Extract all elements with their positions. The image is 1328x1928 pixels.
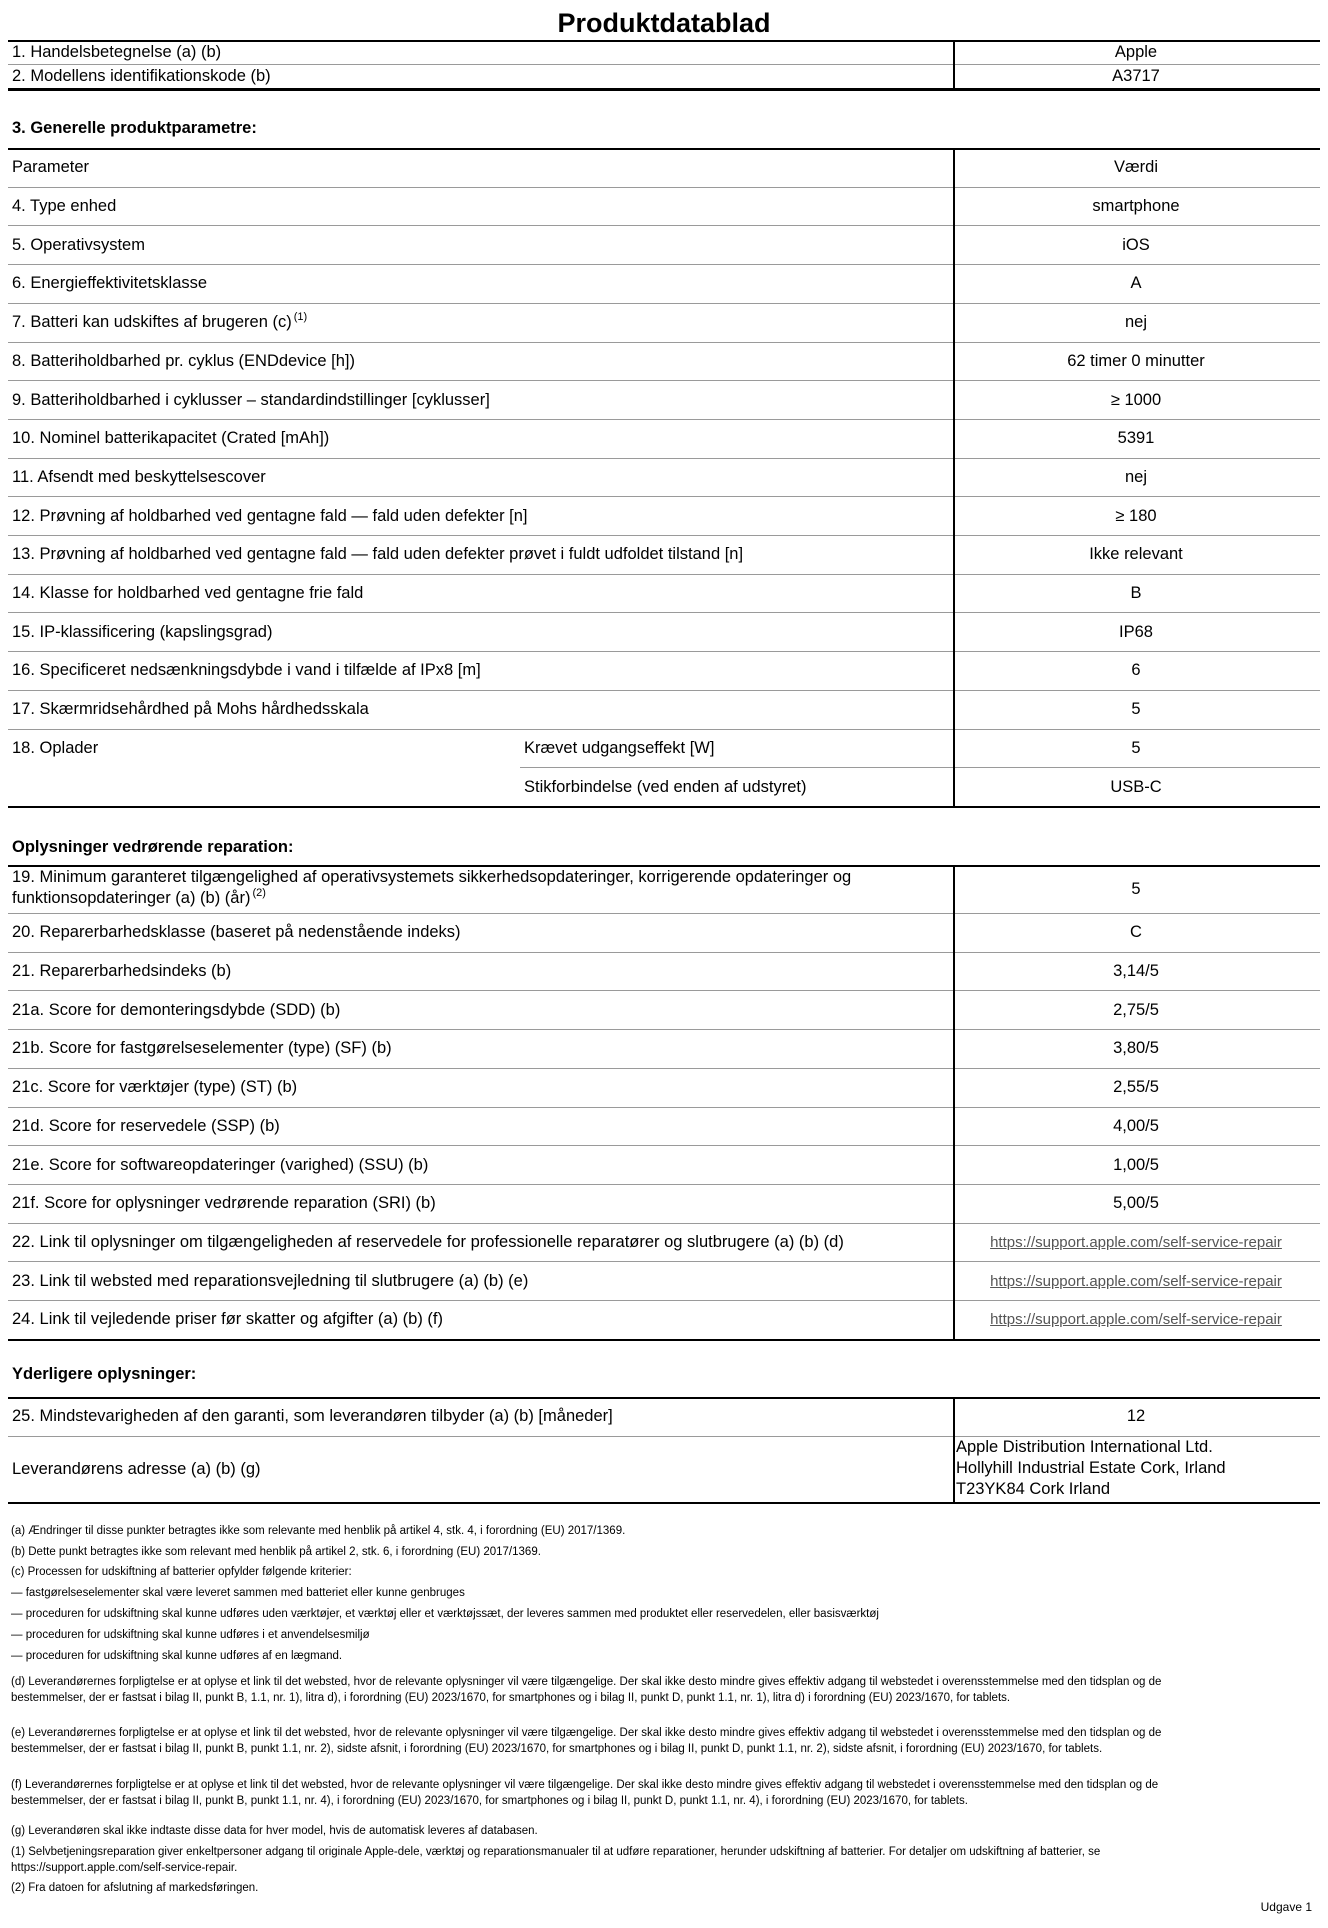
row-divider <box>8 1068 1320 1069</box>
param-value-text: ≥ 180 <box>1115 506 1157 525</box>
param-value <box>956 543 1316 565</box>
warranty-value-text: 12 <box>1126 1407 1146 1426</box>
row-divider <box>8 806 1320 808</box>
row-divider <box>8 1184 1320 1185</box>
param-value-text: iOS <box>1122 235 1150 254</box>
param-label-text: 4. Type enhed <box>12 197 117 216</box>
param-value <box>956 999 1316 1021</box>
param-label <box>12 921 461 943</box>
row-divider <box>8 913 1320 914</box>
param-label-text: 6. Energieffektivitetsklasse <box>12 274 208 293</box>
supplier-label <box>12 1458 261 1480</box>
param-value-text: ≥ 1000 <box>1110 390 1162 409</box>
warranty-label <box>12 1405 613 1427</box>
param-label <box>12 621 272 643</box>
footnote-line: (a) Ændringer til disse punkter betragtes ikke som relevante med henblik på artikel 4, stk. 4, i forordning (EU) 2017/1369. <box>11 1525 626 1537</box>
param-label <box>12 389 490 411</box>
param-value-text: 3,14/5 <box>1113 962 1159 981</box>
charger-sub-value-text: USB-C <box>1110 777 1162 796</box>
param-label-text: 21f. Score for oplysninger vedrørende reparation (SRI) (b) <box>12 1194 436 1213</box>
row-divider <box>8 187 1320 188</box>
param-label-text: 21. Reparerbarhedsindeks (b) <box>12 962 232 981</box>
row-divider <box>8 419 1320 420</box>
param-value-text: A <box>1130 274 1142 293</box>
supplier-address <box>956 1437 1226 1500</box>
param-label <box>12 1192 436 1214</box>
footnote-line: (b) Dette punkt betragtes ikke som relevant med henblik på artikel 2, stk. 6, i forordning (EU) 2017/1369. <box>11 1546 541 1558</box>
footnote-ref: (1) <box>293 311 308 324</box>
charger-sub-label: Stikforbindelse (ved enden af udstyret) <box>524 777 807 796</box>
column-header-parameter-text: Parameter <box>12 158 90 177</box>
param-value <box>956 505 1316 527</box>
param-label-text: 7. Batteri kan udskiftes af brugeren (c) <box>12 313 292 332</box>
param-value-text: Ikke relevant <box>1089 545 1183 564</box>
footnote-line: — fastgørelseselementer skal være leveret sammen med batteriet eller kunne genbruges <box>11 1587 465 1599</box>
footnote-line: bestemmelser, der er fastsat i bilag II, punkt B, 1.1, nr. 1), litra d), i forordning (EU) 2023/1670, for smartphones og i bilag II, punkt D, punkt 1.1, nr. 1), litra d) i forordning (EU) 2023/1670, for tablets. <box>11 1692 1011 1704</box>
row-divider <box>8 1502 1320 1504</box>
param-label-text: 21e. Score for softwareopdateringer (varighed) (SSU) (b) <box>12 1155 429 1174</box>
param-label <box>12 659 481 681</box>
param-label-text: 11. Afsendt med beskyttelsescover <box>12 467 266 486</box>
param-value-text: smartphone <box>1092 197 1180 216</box>
param-value-text: nej <box>1124 467 1148 486</box>
param-value <box>956 960 1316 982</box>
param-label <box>12 960 231 982</box>
param-label-text: 15. IP-klassificering (kapslingsgrad) <box>12 622 273 641</box>
param-label <box>12 311 307 335</box>
support-link[interactable]: https://support.apple.com/self-service-repair <box>990 1272 1282 1290</box>
link-row-label-text: 23. Link til websted med reparationsvejledning til slutbrugere (a) (b) (e) <box>12 1271 529 1290</box>
row-divider <box>8 574 1320 575</box>
support-link[interactable]: https://support.apple.com/self-service-repair <box>990 1311 1282 1329</box>
param-value-text: A3717 <box>1112 67 1160 85</box>
supplier-label-text: Leverandørens adresse (a) (b) (g) <box>12 1459 261 1478</box>
param-value <box>956 234 1316 256</box>
param-label <box>12 1115 280 1137</box>
param-value <box>956 195 1316 217</box>
section-heading-repair: Oplysninger vedrørende reparation: <box>12 838 294 856</box>
param-label-text: 17. Skærmridsehårdhed på Mohs hårdhedsskala <box>12 700 369 719</box>
param-value <box>956 1115 1316 1137</box>
param-value-text: 62 timer 0 minutter <box>1067 351 1205 370</box>
row-divider <box>8 1029 1320 1030</box>
row-divider <box>8 1397 1320 1399</box>
footnote-ref: (2) <box>252 887 266 899</box>
param-label-text: 1. Handelsbetegnelse (a) (b) <box>12 43 222 61</box>
param-label <box>12 234 145 256</box>
param-label <box>12 698 369 720</box>
row-divider <box>8 225 1320 226</box>
param-value <box>956 621 1316 643</box>
footnote-line: — proceduren for udskiftning skal kunne udføres i et anvendelsesmiljø <box>11 1629 370 1641</box>
param-value-text: Apple <box>1114 43 1158 61</box>
param-label <box>12 582 363 604</box>
footnote-line: (g) Leverandøren skal ikke indtaste disse data for hver model, hvis de automatisk leveres af databasen. <box>11 1825 538 1837</box>
param-value-text: 5,00/5 <box>1113 1194 1159 1213</box>
param-value-text: 1,00/5 <box>1113 1155 1159 1174</box>
row-divider <box>520 767 1320 768</box>
repair-row-19-line1: 19. Minimum garanteret tilgængelighed af operativsystemets sikkerhedsopdateringer, korrigerende opdateringer og <box>12 868 852 886</box>
footnote-line: (1) Selvbetjeningsreparation giver enkeltpersoner adgang til originale Apple-dele, værktøj og reparationsmanualer til at udføre reparationer, herunder udskiftning af batterier. For detaljer om udskiftning af batterier, se <box>11 1846 1101 1858</box>
param-label <box>12 999 340 1021</box>
param-label-text: 5. Operativsystem <box>12 235 145 254</box>
param-value-text: 5 <box>1131 700 1141 719</box>
param-label-text: 10. Nominel batterikapacitet (Crated [mAh]) <box>12 429 330 448</box>
row-divider <box>8 535 1320 536</box>
param-value-text: 5391 <box>1117 429 1155 448</box>
param-value-text: 2,75/5 <box>1113 1000 1159 1019</box>
row-divider <box>8 1300 1320 1301</box>
param-value-text: C <box>1130 923 1142 942</box>
column-header-value-text: Værdi <box>1113 158 1158 177</box>
support-link[interactable]: https://support.apple.com/self-service-repair <box>990 1233 1282 1251</box>
footnote-line: — proceduren for udskiftning skal kunne udføres af en lægmand. <box>11 1650 343 1662</box>
link-row-label <box>12 1270 528 1292</box>
column-divider <box>953 865 955 1339</box>
link-row-label-text: 22. Link til oplysninger om tilgængeligheden af reservedele for professionelle reparatører og slutbrugere (a) (b) (d) <box>12 1232 844 1251</box>
param-value <box>956 698 1316 720</box>
param-value <box>956 41 1316 63</box>
row-divider <box>8 148 1320 150</box>
edition-label: Udgave 1 <box>1260 1900 1312 1914</box>
row-divider <box>8 612 1320 613</box>
supplier-address-line: T23YK84 Cork Irland <box>956 1479 1111 1498</box>
charger-label <box>12 737 98 759</box>
footnote-line: (2) Fra datoen for afslutning af markedsføringen. <box>11 1882 259 1894</box>
warranty-label-text: 25. Mindstevarigheden af den garanti, som leverandøren tilbyder (a) (b) [måneder] <box>12 1407 613 1426</box>
param-label <box>12 272 207 294</box>
column-divider <box>953 148 955 806</box>
link-row-value <box>956 1308 1316 1331</box>
row-divider <box>8 690 1320 691</box>
param-value <box>956 427 1316 449</box>
param-value-text: 6 <box>1131 661 1141 680</box>
link-row-value <box>956 1231 1316 1254</box>
supplier-address-line: Hollyhill Industrial Estate Cork, Irland <box>956 1458 1226 1477</box>
param-label-text: 12. Prøvning af holdbarhed ved gentagne fald — fald uden defekter [n] <box>12 506 528 525</box>
param-label-text: 20. Reparerbarhedsklasse (baseret på nedenstående indeks) <box>12 923 461 942</box>
footnote-line: (d) Leverandørernes forpligtelse er at oplyse et link til det websted, hvor de relevante oplysninger vil være tilgængelige. Der skal ikke desto mindre gives effektiv adgang til webstedet i overensstemmelse med den tidsplan og de <box>11 1676 1162 1688</box>
param-value <box>956 582 1316 604</box>
param-label-text: 21a. Score for demonteringsdybde (SDD) (b) <box>12 1000 341 1019</box>
param-value-text: 5 <box>1131 880 1141 898</box>
row-divider <box>8 380 1320 381</box>
row-divider <box>8 264 1320 265</box>
param-label-text: 2. Modellens identifikationskode (b) <box>12 67 271 85</box>
footnote-line: (f) Leverandørernes forpligtelse er at oplyse et link til det websted, hvor de relevante oplysninger vil være tilgængelige. Der skal ikke desto mindre gives effektiv adgang til webstedet i overensstemmelse med den tidsplan og de <box>11 1779 1159 1791</box>
param-label <box>12 350 355 372</box>
column-divider <box>953 1397 955 1502</box>
param-value-text: 2,55/5 <box>1113 1078 1159 1097</box>
param-label <box>12 1037 392 1059</box>
row-divider <box>8 1339 1320 1341</box>
link-row-label-text: 24. Link til vejledende priser før skatter og afgifter (a) (b) (f) <box>12 1310 443 1329</box>
section-heading-general: 3. Generelle produktparametre: <box>12 119 257 137</box>
param-value <box>956 1192 1316 1214</box>
row-divider <box>8 729 1320 730</box>
charger-sub-label: Krævet udgangseffekt [W] <box>524 738 715 757</box>
param-value-text: nej <box>1124 313 1148 332</box>
row-divider <box>8 1145 1320 1146</box>
param-label-text: 21b. Score for fastgørelseselementer (type) (SF) (b) <box>12 1039 392 1058</box>
charger-label-text: 18. Oplader <box>12 738 99 757</box>
param-label <box>12 466 266 488</box>
repair-row-19-line2 <box>12 888 851 911</box>
param-value <box>956 921 1316 943</box>
footnote-line: bestemmelser, der er fastsat i bilag II, punkt B, punkt 1.1, nr. 2), sidste afsnit, i forordning (EU) 2023/1670, for smartphones og i bilag II, punkt D, punkt 1.1, nr. 2), sidste afsnit, i forordning (EU) 2023/1670, for tablets. <box>11 1743 1103 1755</box>
param-value <box>956 466 1316 488</box>
row-divider <box>8 458 1320 459</box>
link-row-value <box>956 1270 1316 1293</box>
param-label-text: 13. Prøvning af holdbarhed ved gentagne fald — fald uden defekter prøvet i fuldt udfoldet tilstand [n] <box>12 545 744 564</box>
charger-sub-value-text: 5 <box>1131 738 1141 757</box>
column-header-parameter <box>12 156 89 178</box>
section-heading-more: Yderligere oplysninger: <box>12 1365 197 1383</box>
link-row-label <box>12 1308 443 1330</box>
param-value <box>956 1154 1316 1176</box>
param-value-text: 3,80/5 <box>1113 1039 1159 1058</box>
param-value-text: B <box>1130 584 1142 603</box>
row-divider <box>8 1107 1320 1108</box>
link-row-label <box>12 1231 844 1253</box>
column-header-value <box>956 156 1316 178</box>
param-label-text: 16. Specificeret nedsænkningsdybde i vand i tilfælde af IPx8 [m] <box>12 661 481 680</box>
param-label-text: 14. Klasse for holdbarhed ved gentagne frie fald <box>12 584 364 603</box>
row-divider <box>8 303 1320 304</box>
row-divider <box>8 1261 1320 1262</box>
param-label <box>12 65 271 87</box>
supplier-address-line: Apple Distribution International Ltd. <box>956 1437 1213 1456</box>
row-divider <box>8 496 1320 497</box>
param-value <box>956 1037 1316 1059</box>
param-value-text: 4,00/5 <box>1113 1116 1159 1135</box>
param-value <box>956 350 1316 372</box>
param-label-text: 8. Batteriholdbarhed pr. cyklus (ENDdevice [h]) <box>12 351 355 370</box>
param-label <box>12 1076 297 1098</box>
footnote-line: — proceduren for udskiftning skal kunne udføres uden værktøjer, et værktøj eller et værktøjssæt, der leveres sammen med produktet eller reservedelen, eller basisværktøj <box>11 1608 879 1620</box>
column-divider <box>953 40 955 89</box>
row-divider <box>8 1223 1320 1224</box>
param-label <box>12 195 116 217</box>
footnote-line: (e) Leverandørernes forpligtelse er at oplyse et link til det websted, hvor de relevante oplysninger vil være tilgængelige. Der skal ikke desto mindre gives effektiv adgang til webstedet i overensstemmelse med den tidsplan og de <box>11 1727 1162 1739</box>
footnote-line: bestemmelser, der er fastsat i bilag II, punkt B, punkt 1.1, nr. 4), i forordning (EU) 2023/1670, for smartphones og i bilag II, punkt D, punkt 1.1, nr. 4), i forordning (EU) 2023/1670, for tablets. <box>11 1795 968 1807</box>
param-label <box>12 41 221 63</box>
param-value <box>956 389 1316 411</box>
row-divider <box>8 651 1320 652</box>
row-divider <box>8 342 1320 343</box>
param-label <box>12 1154 428 1176</box>
param-label-text: 21d. Score for reservedele (SSP) (b) <box>12 1116 280 1135</box>
param-label <box>12 543 743 565</box>
charger-sub-value <box>956 776 1316 798</box>
param-value <box>956 311 1316 333</box>
footnote-line: (c) Processen for udskiftning af batterier opfylder følgende kriterier: <box>11 1566 352 1578</box>
param-label-text: 21c. Score for værktøjer (type) (ST) (b) <box>12 1078 298 1097</box>
repair-row-19 <box>12 867 851 911</box>
page-title: Produktdatablad <box>557 8 771 38</box>
param-value <box>956 65 1316 87</box>
warranty-value <box>956 1405 1316 1427</box>
param-value <box>956 1076 1316 1098</box>
param-value <box>956 272 1316 294</box>
row-divider <box>8 990 1320 991</box>
repair-row-19-line2-text: funktionsopdateringer (a) (b) (år) <box>12 889 251 907</box>
charger-sub-value <box>956 737 1316 759</box>
param-label <box>12 427 329 449</box>
row-divider <box>8 952 1320 953</box>
param-value-text: IP68 <box>1119 622 1153 641</box>
param-value <box>956 659 1316 681</box>
param-label <box>12 505 528 527</box>
param-value <box>956 878 1316 900</box>
row-divider <box>8 89 1320 91</box>
footnote-line: https://support.apple.com/self-service-repair. <box>11 1862 238 1874</box>
param-label-text: 9. Batteriholdbarhed i cyklusser – standardindstillinger [cyklusser] <box>12 390 490 409</box>
